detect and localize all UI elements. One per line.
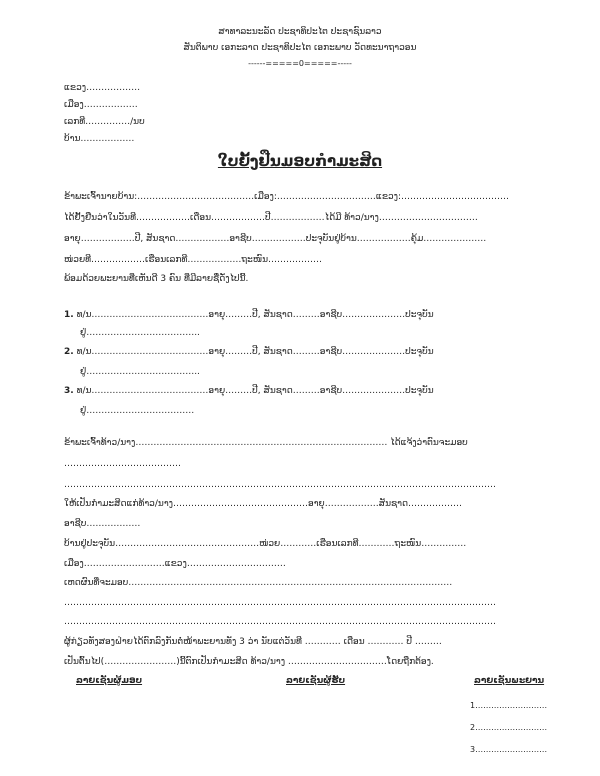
header-line-1: ສາທາລະນະລັດ ປະຊາທິປະໄຕ ປະຊາຊົນລາວ <box>218 27 382 37</box>
witness-3-line: ທ/ນ…………………………………ອາຍຸ………ປີ, ສັນຊາດ………ອາຊີບ…………………ປະຈຸບັນ <box>76 386 434 396</box>
witness-1 <box>64 309 434 321</box>
body-line-4: ໃຫ້ເປັນກຳມະສິດແກ່ທ້າວ/ນາງ………………………………………ອາຍຸ………………ສັນຊາດ……………… <box>64 499 463 509</box>
witness-3 <box>64 385 434 397</box>
witness-3-number: 3. <box>64 386 74 396</box>
body-line-10: ……………………………………………………………………………………………………………………………… <box>64 617 496 627</box>
doc-number-field: ເລກທີ……………/ນບ <box>64 117 145 127</box>
witness-signature-1: 1……………………… <box>470 701 548 710</box>
giver-signature-label: ລາຍເຊັນຜູ້ມອບ <box>76 676 143 686</box>
witness-1-address: ຢູ່……………………………….. <box>80 328 200 338</box>
province-field: ແຂວງ……………… <box>64 83 141 93</box>
body-line-11: ຜູ້ກ່ຽວທັງສອງຝ່າຍໄດ້ຕົກລົງກັນຕໍ່ໜ້າພະຍານທັງ 3 ວ່າ ນັບແຕ່ວັນທີ ………… ເດືອນ ………… ປີ ……… <box>64 637 442 647</box>
intro-line-5: ພ້ອມດ້ວຍພະຍານທີ່ເຫັນດີ 3 ຄົນ ທີ່ມີລາຍຊື່ດັ່ງໄປນີ້. <box>64 274 249 284</box>
witness-2-address: ຢູ່……………………………….. <box>80 367 200 377</box>
body-line-3: ……………………………………………………………………………………………………………………………… <box>64 480 496 490</box>
intro-line-1: ຂ້າພະເຈົ້ານາຍບ້ານ:…………………………………ເມືອງ:……………………………ແຂວງ:……………………………… <box>64 192 510 202</box>
header-line-2: ສັນຕິພາບ ເອກະລາດ ປະຊາທິປະໄຕ ເອກະພາບ ວັດທະນາຖາວອນ <box>183 43 417 53</box>
body-line-7: ເມືອງ………………………ແຂວງ…………………………… <box>64 559 286 569</box>
witness-2 <box>64 346 434 358</box>
village-field: ບ້ານ……………… <box>64 134 135 144</box>
body-line-8: ເຫດຜົນທີ່ຈະມອບ……………………………………………………………………………………………… <box>64 578 453 588</box>
intro-line-4: ໜ່ວຍທີ………………ເຮືອນເລກທີ………………ຖະໜົນ……………… <box>64 255 323 265</box>
body-line-12: ເປັນຕົ້ນໄປ(……………………)ນີ້ຕົກເປັນກຳມະສິດ ທ້າວ/ນາງ ……………………………ໂດຍຖືກຕ້ອງ. <box>64 657 434 667</box>
witness-signature-2: 2……………………… <box>470 723 548 732</box>
body-line-6: ບ້ານຢູ່ປະຈຸບັນ…………………………………………ໜ່ວຍ…………ເຮືອນເລກທີ…………ຖະໜົນ…………… <box>64 539 467 549</box>
witness-signature-3: 3……………………… <box>470 745 548 754</box>
witness-1-line: ທ/ນ…………………………………ອາຍຸ………ປີ, ສັນຊາດ………ອາຊີບ…………………ປະຈຸບັນ <box>76 310 434 320</box>
intro-line-2: ໄດ້ຢັ້ງຢືນວ່າໃນວັນທີ………………ເດືອນ………………ປີ………………ໄດ້ມີ ທ້າວ/ນາງ…………………………… <box>64 213 478 223</box>
document-title: ໃບຍັ້ງຢືນມອບກຳມະສິດ <box>217 152 383 170</box>
witness-3-address: ຢູ່……………………………… <box>80 406 195 416</box>
witness-2-line: ທ/ນ…………………………………ອາຍຸ………ປີ, ສັນຊາດ………ອາຊີບ…………………ປະຈຸບັນ <box>76 347 434 357</box>
body-line-9: ……………………………………………………………………………………………………………………………… <box>64 598 496 608</box>
body-line-2: ………………………………… <box>64 459 181 469</box>
witness-signature-label: ລາຍເຊັນພະຍານ <box>474 676 545 686</box>
receiver-signature-label: ລາຍເຊັນຜູ້ຮັບ <box>286 676 346 686</box>
witness-1-number: 1. <box>64 310 74 320</box>
intro-line-3: ອາຍຸ………………ປີ, ສັນຊາດ………………ອາຊີບ………………ປະຈຸບັນຢູ່ບ້ານ………………ຄຸ້ມ………………… <box>64 234 487 244</box>
witness-2-number: 2. <box>64 347 74 357</box>
district-field: ເມືອງ……………… <box>64 100 138 110</box>
body-line-1: ຂ້າພະເຈົ້າທ້າວ/ນາງ………………………………………………………………………… ໄດ້ແຈ້ງວ່າຕົນຈະມອບ <box>64 438 468 448</box>
body-line-5: ອາຊີບ……………… <box>64 519 141 529</box>
header-divider: ------=====0=====----- <box>248 59 352 68</box>
